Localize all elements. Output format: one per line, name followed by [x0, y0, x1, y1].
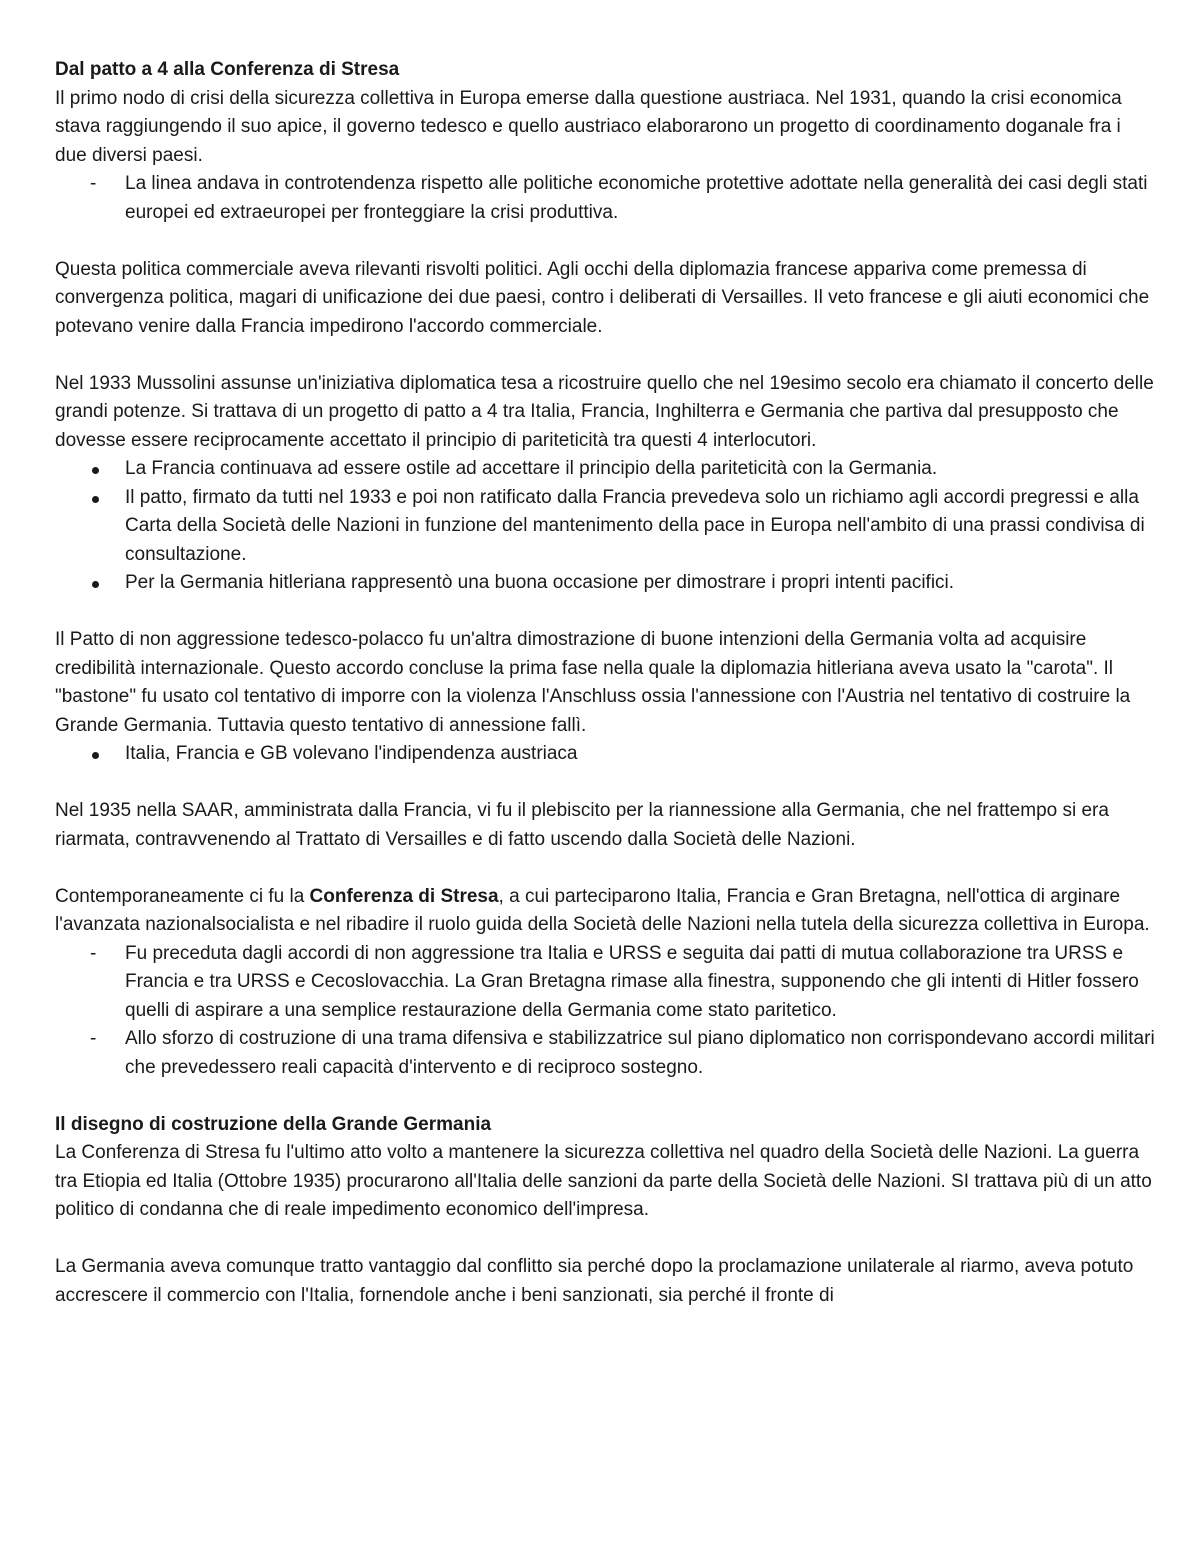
list-item: [55, 170, 1155, 227]
list-item: [55, 1025, 1155, 1082]
list-item: [55, 940, 1155, 1026]
list-item-text: Italia, Francia e GB volevano l'indipendenza austriaca: [125, 743, 578, 764]
text-run: Contemporaneamente ci fu la: [55, 885, 310, 907]
dash-marker: [90, 1025, 110, 1054]
list-item: [55, 569, 1155, 598]
list-item: [55, 740, 1155, 769]
list-item-text: Il patto, firmato da tutti nel 1933 e poi non ratificato dalla Francia prevedeva solo un richiamo agli accordi pregressi e alla Carta della Società delle Nazioni in funzione del mantenimento della pace in Europa nell'ambito di una prassi condivisa di consultazione.: [125, 486, 1145, 565]
list-item: [55, 484, 1155, 570]
paragraph: Nel 1933 Mussolini assunse un'iniziativa diplomatica tesa a ricostruire quello che nel 19esimo secolo era chiamato il concerto delle grandi potenze. Si trattava di un progetto di patto a 4 tra Italia, Francia, Inghilterra e Germania che partiva dal presupposto che dovesse essere reciprocamente accettato il principio di pariteticità tra questi 4 interlocutori.: [55, 372, 1154, 451]
paragraph: Questa politica commerciale aveva rilevanti risvolti politici. Agli occhi della diplomazia francese appariva come premessa di convergenza politica, magari di unificazione dei due paesi, contro i deliberati di Versailles. Il veto francese e gli aiuti economici che potevano venire dalla Francia impedirono l'accordo commerciale.: [55, 258, 1150, 337]
list-item-text: Per la Germania hitleriana rappresentò una buona occasione per dimostrare i propri intenti pacifici.: [125, 572, 955, 593]
bold-text-run: Conferenza di Stresa: [309, 885, 499, 907]
dash-list: [55, 170, 1155, 227]
list-item-text: La linea andava in controtendenza rispetto alle politiche economiche protettive adottate nella generalità dei casi degli stati europei ed extraeuropei per fronteggiare la crisi produttiva.: [125, 173, 1148, 223]
bullet-list: [55, 455, 1155, 598]
text-run: , a cui parteciparono Italia, Francia e Gran Bretagna, nell'ottica di arginare l'avanzata nazionalsocialista e nel ribadire il ruolo guida della Società delle Nazioni nella tutela della sicurezza collettiva in Europa.: [55, 885, 1150, 935]
list-item-text: Fu preceduta dagli accordi di non aggressione tra Italia e URSS e seguita dai patti di mutua collaborazione tra URSS e Francia e tra URSS e Cecoslovacchia. La Gran Bretagna rimase alla finestra, supponendo che gli intenti di Hitler fossero quelli di aspirare a una semplice restaurazione della Germania come stato paritetico.: [125, 942, 1139, 1021]
paragraph: Nel 1935 nella SAAR, amministrata dalla Francia, vi fu il plebiscito per la riannessione alla Germania, che nel frattempo si era riarmata, contravvenendo al Trattato di Versailles e di fatto uscendo dalla Società delle Nazioni.: [55, 800, 1109, 850]
list-item-text: Allo sforzo di costruzione di una trama difensiva e stabilizzatrice sul piano diplomatico non corrispondevano accordi militari che prevedessero reali capacità d'intervento e di reciproco sostegno.: [125, 1028, 1155, 1078]
dash-list: [55, 940, 1155, 1083]
section-heading-grande-germania: Il disegno di costruzione della Grande Germania: [55, 1113, 492, 1135]
dash-marker: [90, 940, 110, 969]
bullet-list: [55, 740, 1155, 769]
paragraph: Il Patto di non aggressione tedesco-polacco fu un'altra dimostrazione di buone intenzioni della Germania volta ad acquisire credibilità internazionale. Questo accordo concluse la prima fase nella quale la diplomazia hitleriana aveva usato la "carota". Il "bastone" fu usato col tentativo di imporre con la violenza l'Anschluss ossia l'annessione con l'Austria nel tentativo di costruire la Grande Germania. Tuttavia questo tentativo di annessione fallì.: [55, 629, 1131, 736]
list-item-text: La Francia continuava ad essere ostile ad accettare il principio della pariteticità con la Germania.: [125, 458, 938, 479]
paragraph: Il primo nodo di crisi della sicurezza collettiva in Europa emerse dalla questione austriaca. Nel 1931, quando la crisi economica stava raggiungendo il suo apice, il governo tedesco e quello austriaco elaborarono un progetto di coordinamento doganale fra i due diversi paesi.: [55, 87, 1122, 166]
paragraph: [55, 883, 1155, 940]
dash-marker: [90, 170, 110, 199]
section-heading-stresa: Dal patto a 4 alla Conferenza di Stresa: [55, 59, 400, 80]
paragraph: La Germania aveva comunque tratto vantaggio dal conflitto sia perché dopo la proclamazione unilaterale al riarmo, aveva potuto accrescere il commercio con l'Italia, fornendole anche i beni sanzionati, sia perché il fronte di: [55, 1256, 1134, 1306]
paragraph: La Conferenza di Stresa fu l'ultimo atto volto a mantenere la sicurezza collettiva nel quadro della Società delle Nazioni. La guerra tra Etiopia ed Italia (Ottobre 1935) procurarono all'Italia delle sanzioni da parte della Società delle Nazioni. SI trattava più di un atto politico di condanna che di reale impedimento economico dell'impresa.: [55, 1142, 1152, 1220]
document-page: [55, 56, 1155, 1310]
list-item: [55, 455, 1155, 484]
